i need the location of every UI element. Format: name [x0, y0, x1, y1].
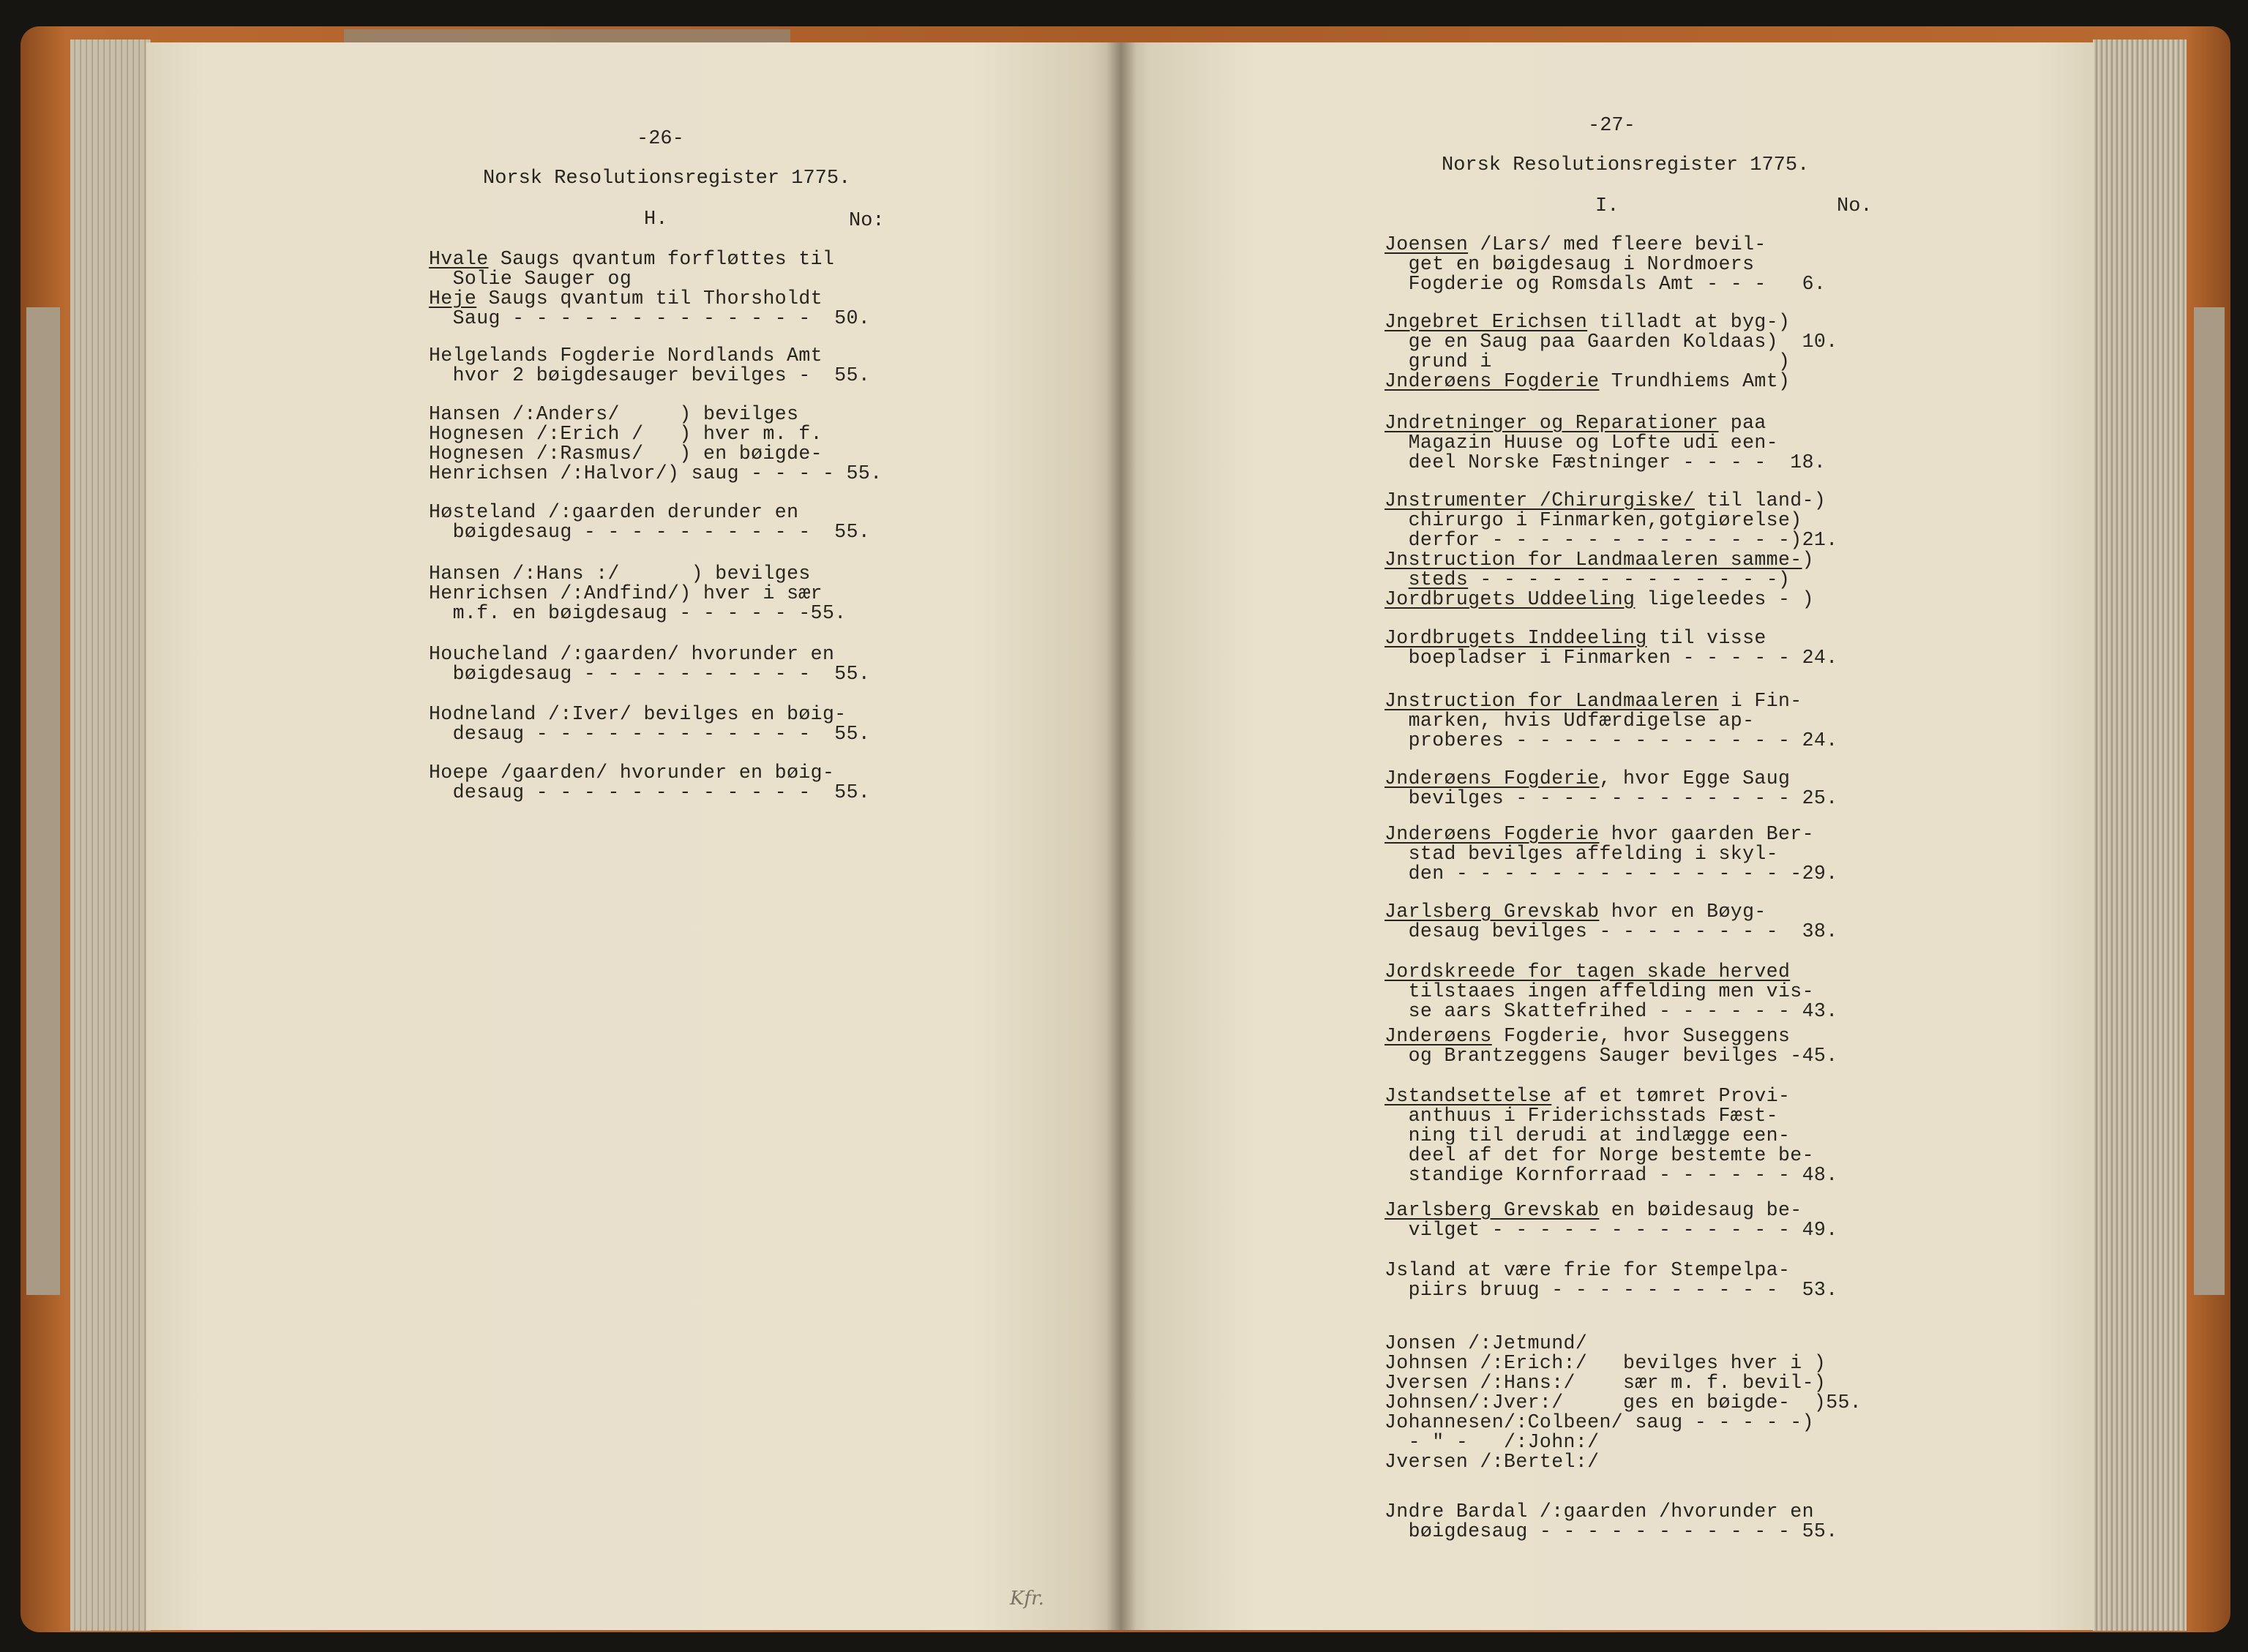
- entry-line: [1385, 863, 1838, 884]
- entry-line: [1385, 490, 1826, 511]
- entry-line: [1385, 234, 1766, 255]
- entry-text: m.f. en bøigdesaug - - - - - -55.: [429, 602, 847, 624]
- entry-text: paa: [1718, 412, 1766, 434]
- entry-heading: Heje: [429, 288, 477, 309]
- entry-line: [1385, 1145, 1814, 1165]
- entry-line: [1385, 1521, 1838, 1542]
- entry-line: [1385, 432, 1778, 453]
- entry-line: [429, 522, 870, 542]
- page-title-left: Norsk Resolutionsregister 1775.: [483, 168, 851, 189]
- entry-heading: Jarlsberg Grevskab: [1385, 901, 1600, 923]
- entry-line: [1385, 824, 1814, 844]
- entry-text: Trundhiems Amt): [1599, 370, 1791, 392]
- entry-text: Helgelands Fogderie Nordlands Amt: [429, 345, 823, 367]
- entry-line: [429, 424, 823, 444]
- entry-text: Henrichsen /:Halvor/) saug - - - - 55.: [429, 462, 883, 484]
- entry-text: den - - - - - - - - - - - - - - -29.: [1385, 863, 1838, 885]
- entry-text: Magazin Huuse og Lofte udi een-: [1385, 432, 1778, 454]
- page-edges-left: [70, 40, 151, 1631]
- entry-line: [1385, 1165, 1838, 1185]
- entry-line: [429, 644, 834, 664]
- entry-line: [1385, 961, 1790, 982]
- entry-line: [1385, 351, 1790, 372]
- entry-line: [1385, 1501, 1814, 1522]
- entry-line: [1385, 530, 1838, 550]
- entry-line: [429, 365, 870, 386]
- entry-text: anthuus i Friderichsstads Fæst-: [1385, 1105, 1778, 1127]
- entry-line: [429, 724, 870, 744]
- entry-text: Fogderie, hvor Suseggens: [1491, 1025, 1791, 1047]
- entry-text: ge en Saug paa Gaarden Koldaas) 10.: [1385, 331, 1838, 353]
- entry-heading: Jnstruction for Landmaaleren: [1385, 690, 1719, 712]
- entry-line: [1385, 274, 1826, 294]
- entry-line: [1385, 413, 1766, 433]
- entry-heading: Jstandsettelse: [1385, 1085, 1552, 1107]
- entry-line: [1385, 1373, 1826, 1393]
- entry-text: bøigdesaug - - - - - - - - - - 55.: [429, 521, 871, 543]
- entry-heading: Jngebret Erichsen: [1385, 311, 1588, 333]
- entry-heading: Jordbrugets Inddeeling: [1385, 627, 1647, 649]
- entry-text: Houcheland /:gaarden/ hvorunder en: [429, 643, 835, 665]
- entry-text: ligeleedes - ): [1635, 588, 1814, 610]
- entry-text: - " - /:John:/: [1385, 1431, 1600, 1453]
- entry-line: [1385, 371, 1790, 391]
- book-gutter: [1106, 42, 1136, 1630]
- entry-text: Hognesen /:Rasmus/ ) en bøigde-: [429, 443, 823, 465]
- entry-line: [1385, 1125, 1790, 1146]
- entry-text: af et tømret Provi-: [1551, 1085, 1791, 1107]
- entry-text: , hvor Egge Saug: [1599, 767, 1791, 789]
- entry-text: Saugs qvantum forfløttes til: [488, 248, 835, 270]
- entry-text: Fogderie og Romsdals Amt - - - 6.: [1385, 273, 1826, 295]
- entry-line: [429, 603, 847, 623]
- entry-line: [429, 664, 870, 684]
- entry-heading: Jnstrumenter /Chirurgiske/: [1385, 489, 1695, 511]
- entry-text: hvor gaarden Ber-: [1599, 823, 1814, 845]
- entry-text: desaug - - - - - - - - - - - - 55.: [429, 723, 871, 745]
- entry-text: ning til derudi at indlægge een-: [1385, 1125, 1791, 1146]
- entry-heading: steds: [1408, 568, 1469, 590]
- entry-text: chirurgo i Finmarken,gotgiørelse): [1385, 509, 1802, 531]
- entry-text: en bøidesaug be-: [1599, 1199, 1802, 1221]
- entry-line: [429, 762, 834, 783]
- entry-text: Hognesen /:Erich / ) hver m. f.: [429, 423, 823, 445]
- entry-line: [1385, 691, 1802, 711]
- entry-line: [429, 308, 870, 328]
- entry-text: Jversen /:Bertel:/: [1385, 1451, 1600, 1473]
- entry-line: [1385, 921, 1838, 942]
- entry-text: bøigdesaug - - - - - - - - - - 55.: [429, 663, 871, 685]
- entry-line: [1385, 1392, 1862, 1413]
- entry-text: desaug bevilges - - - - - - - - 38.: [1385, 920, 1838, 942]
- entry-text: tilladt at byg-): [1587, 311, 1791, 333]
- page-edges-right: [2093, 40, 2187, 1631]
- entry-text: Johnsen/:Jver:/ ges en bøigde- )55.: [1385, 1392, 1862, 1413]
- section-letter-right: I.: [1595, 195, 1619, 217]
- entry-line: [1385, 628, 1766, 648]
- entry-heading: Joensen: [1385, 233, 1469, 255]
- entry-line: [1385, 1353, 1826, 1373]
- page-number-right: -27-: [1588, 115, 1636, 137]
- entry-text: Saug - - - - - - - - - - - - - 50.: [429, 307, 871, 329]
- entry-heading: Hvale: [429, 248, 489, 270]
- entry-line: [1385, 312, 1790, 332]
- entry-line: [1385, 981, 1814, 1002]
- entry-text: bøigdesaug - - - - - - - - - - - 55.: [1385, 1520, 1838, 1542]
- entry-heading: Jordbrugets Uddeeling: [1385, 588, 1636, 610]
- entry-text: desaug - - - - - - - - - - - - 55.: [429, 781, 871, 803]
- entry-line: [1385, 1333, 1587, 1353]
- entry-text: Henrichsen /:Andfind/) hver i sær: [429, 582, 823, 604]
- entry-heading: Jarlsberg Grevskab: [1385, 1199, 1600, 1221]
- entry-line: [1385, 901, 1766, 922]
- entry-text: deel Norske Fæstninger - - - - 18.: [1385, 451, 1826, 473]
- entry-line: [1385, 768, 1790, 789]
- entry-text: derfor - - - - - - - - - - - - -)21.: [1385, 529, 1838, 551]
- entry-text: Saugs qvantum til Thorsholdt: [476, 288, 823, 309]
- entry-text: bevilges - - - - - - - - - - - - 25.: [1385, 787, 1838, 809]
- right-page: [1120, 42, 2094, 1630]
- entry-text: Hansen /:Anders/ ) bevilges: [429, 403, 799, 425]
- entry-text: til visse: [1646, 627, 1766, 649]
- pencil-note: Kfr.: [1010, 1588, 1044, 1610]
- entry-text: Hansen /:Hans :/ ) bevilges: [429, 563, 811, 585]
- entry-text: Johannesen/:Colbeen/ saug - - - - -): [1385, 1411, 1814, 1433]
- entry-heading: Jnderøens Fogderie: [1385, 370, 1600, 392]
- entry-line: [1385, 510, 1802, 530]
- entry-text: vilget - - - - - - - - - - - - - 49.: [1385, 1219, 1838, 1241]
- page-title-right: Norsk Resolutionsregister 1775.: [1442, 154, 1810, 176]
- entry-line: [429, 463, 883, 484]
- entry-line: [1385, 844, 1778, 864]
- entry-line: [429, 782, 870, 803]
- entry-text: tilstaaes ingen affelding men vis-: [1385, 980, 1814, 1002]
- entry-text: Solie Sauger og: [429, 268, 632, 290]
- entry-text: Hodneland /:Iver/ bevilges en bøig-: [429, 703, 847, 725]
- section-letter-left: H.: [644, 209, 668, 230]
- cover-cloth-right: [2194, 307, 2225, 1295]
- entry-text: /Lars/ med fleere bevil-: [1468, 233, 1766, 255]
- entry-heading: Jndretninger og Reparationer: [1385, 412, 1719, 434]
- no-label-left: No:: [849, 210, 885, 232]
- entry-line: [429, 704, 847, 724]
- entry-text: og Brantzeggens Sauger bevilges -45.: [1385, 1045, 1838, 1067]
- entry-line: [429, 502, 798, 522]
- entry-text: hvor 2 bøigdesauger bevilges - 55.: [429, 364, 871, 386]
- entry-text: proberes - - - - - - - - - - - - 24.: [1385, 729, 1838, 751]
- entry-text: standige Kornforraad - - - - - - 48.: [1385, 1164, 1838, 1186]
- entry-line: [1385, 1026, 1790, 1046]
- entry-heading: Jnderøens: [1385, 1025, 1492, 1047]
- entry-line: [1385, 569, 1790, 590]
- entry-line: [1385, 254, 1754, 274]
- entry-line: [1385, 710, 1754, 731]
- entry-text: til land-): [1694, 489, 1826, 511]
- entry-text: ): [1802, 549, 1814, 571]
- entry-text: se aars Skattefrihed - - - - - - 43.: [1385, 1000, 1838, 1022]
- entry-text: stad bevilges affelding i skyl-: [1385, 843, 1778, 865]
- entry-line: [1385, 1200, 1802, 1220]
- entry-text: deel af det for Norge bestemte be-: [1385, 1144, 1814, 1166]
- entry-line: [429, 563, 811, 584]
- entry-text: hvor en Bøyg-: [1599, 901, 1766, 923]
- entry-line: [429, 443, 823, 464]
- entry-line: [1385, 1412, 1814, 1433]
- entry-heading: Jordskreede for tagen skade herved: [1385, 961, 1791, 983]
- entry-line: [1385, 1452, 1599, 1472]
- entry-heading: Jnstruction for Landmaaleren samme-: [1385, 549, 1802, 571]
- entry-text: Høsteland /:gaarden derunder en: [429, 501, 799, 523]
- entry-text: Jsland at være frie for Stempelpa-: [1385, 1259, 1791, 1281]
- entry-line: [429, 583, 823, 604]
- entry-line: [1385, 1220, 1838, 1240]
- entry-heading: Jnderøens Fogderie: [1385, 823, 1600, 845]
- entry-text: boepladser i Finmarken - - - - - 24.: [1385, 647, 1838, 669]
- entry-line: [429, 288, 823, 309]
- entry-text: Jndre Bardal /:gaarden /hvorunder en: [1385, 1501, 1814, 1523]
- no-label-right: No.: [1837, 195, 1873, 217]
- entry-heading: Jnderøens Fogderie: [1385, 767, 1600, 789]
- entry-line: [429, 404, 798, 424]
- entry-text: Jonsen /:Jetmund/: [1385, 1332, 1588, 1354]
- entry-line: [1385, 1432, 1599, 1452]
- entry-line: [429, 249, 834, 269]
- entry-text: - - - - - - - - - - - - -): [1468, 568, 1791, 590]
- entry-line: [1385, 331, 1838, 352]
- entry-line: [1385, 788, 1838, 808]
- entry-text: Jversen /:Hans:/ sær m. f. bevil-): [1385, 1372, 1826, 1394]
- entry-line: [1385, 1045, 1838, 1066]
- entry-text: marken, hvis Udfærdigelse ap-: [1385, 710, 1755, 732]
- entry-line: [429, 269, 632, 289]
- entry-text: Hoepe /gaarden/ hvorunder en bøig-: [429, 762, 835, 784]
- entry-line: [1385, 1280, 1838, 1300]
- entry-text: i Fin-: [1718, 690, 1802, 712]
- left-page: [146, 42, 1120, 1630]
- entry-line: [1385, 647, 1838, 668]
- entry-line: [1385, 1086, 1790, 1106]
- entry-line: [1385, 1001, 1838, 1021]
- entry-line: [1385, 1260, 1790, 1280]
- entry-line: [1385, 1105, 1778, 1126]
- entry-line: [1385, 730, 1838, 751]
- entry-text: [1385, 568, 1409, 590]
- entry-text: piirs bruug - - - - - - - - - - 53.: [1385, 1279, 1838, 1301]
- entry-text: get en bøigdesaug i Nordmoers: [1385, 253, 1755, 275]
- page-number-left: -26-: [637, 128, 684, 150]
- entry-text: Johnsen /:Erich:/ bevilges hver i ): [1385, 1352, 1826, 1374]
- entry-line: [429, 345, 823, 366]
- entry-line: [1385, 549, 1814, 570]
- entry-line: [1385, 589, 1814, 609]
- cover-cloth-left: [26, 307, 60, 1295]
- entry-line: [1385, 452, 1826, 473]
- entry-text: grund i ): [1385, 350, 1791, 372]
